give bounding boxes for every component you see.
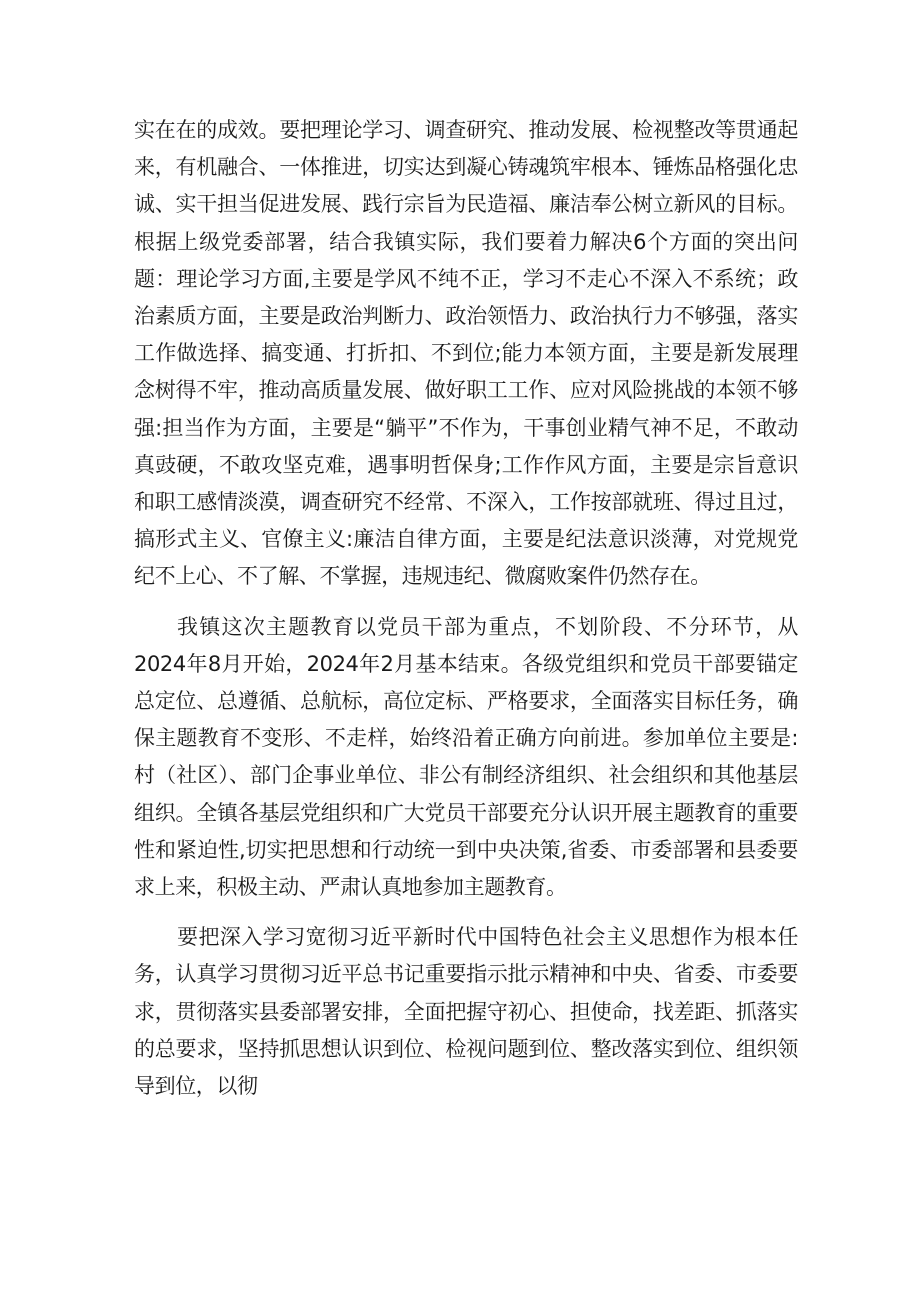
paragraph-3: 要把深入学习宽彻习近平新时代中国特色社会主义思想作为根本任务，认真学习贯彻习近平总书记重要指示批示精神和中央、省委、市委要求，贯彻落实县委部署安排，全面把握守初心、担使命，找差距、抓落实的总要求，坚持抓思想认识到位、检视问题到位、整改落实到位、组织领导到位，以彻 xyxy=(134,925,798,1099)
paragraph-1: 实在在的成效。要把理论学习、调查研究、推动发展、检视整改等贯通起来，有机融合、一体推进，切实达到凝心铸魂筑牢根本、锤炼品格强化忠诚、实干担当促进发展、践行宗旨为民造福、廉洁奉公树立新风的目标。根据上级党委部署，结合我镇实际，我们要着力解决6个方面的突出问题：理论学习方面,主要是学风不纯不正，学习不走心不深入不系统；政治素质方面，主要是政治判断力、政治领悟力、政治执行力不够强，落实工作做选择、搞变通、打折扣、不到位;能力本领方面，主要是新发展理念树得不牢，推动高质量发展、做好职工工作、应对风险挑战的本领不够强:担当作为方面，主要是“躺平”不作为，干事创业精气神不足，不敢动真豉硬，不敢攻坚克难，遇事明哲保身;工作作风方面，主要是宗旨意识和职工感情淡漠，调查研究不经常、不深入，工作按部就班、得过且过，搞形式主义、官僚主义:廉洁自律方面，主要是纪法意识淡薄，对党规党纪不上心、不了解、不掌握，违规违纪、微腐败案件仍然存在。 xyxy=(134,118,798,589)
document-body xyxy=(134,112,798,1105)
paragraph-2: 我镇这次主题教育以党员干部为重点，不划阶段、不分环节，从2024年8月开始，2024年2月基本结束。各级党组织和党员干部要锚定总定位、总遵循、总航标，高位定标、严格要求，全面落实目标任务，确保主题教育不变形、不走样，始终沿着正确方向前进。参加单位主要是:村（社区）、部门企事业单位、非公有制经济组织、社会组织和其他基层组织。全镇各基层党组织和广大党员干部要充分认识开展主题教育的重要性和紧迫性,切实把思想和行动统一到中央决策,省委、市委部署和县委要求上来，积极主动、严肃认真地参加主题教育。 xyxy=(134,614,798,900)
